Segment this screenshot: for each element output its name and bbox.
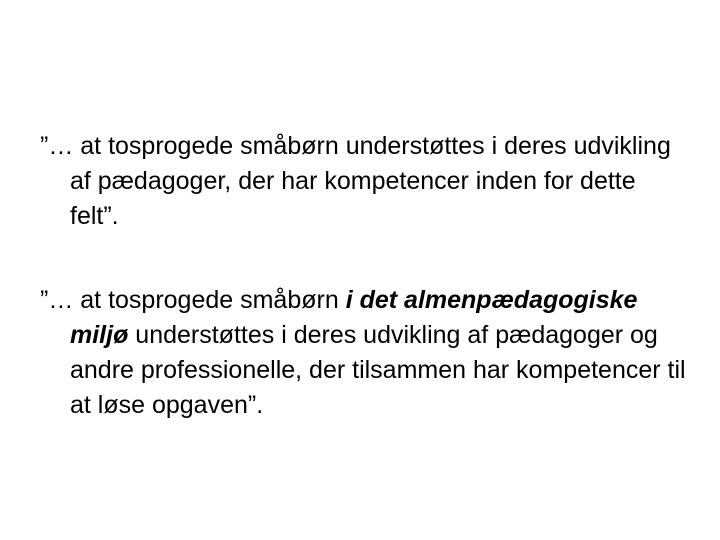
quote-proposed-wording xyxy=(40,283,690,423)
quote-2-text-after: understøttes i deres udvikling af pædagoger og andre professionelle, der tilsammen har kompetencer til at løse opgaven”. xyxy=(70,321,686,419)
quote-2-emphasis: i det almenpædagogiske miljø xyxy=(70,286,638,349)
quote-1-text: ”… at tosprogede småbørn understøttes i deres udvikling af pædagoger, der har kompetencer inden for dette felt”. xyxy=(40,132,671,230)
quote-current-wording xyxy=(40,129,690,234)
quote-2-text-before: ”… at tosprogede småbørn xyxy=(40,286,346,314)
